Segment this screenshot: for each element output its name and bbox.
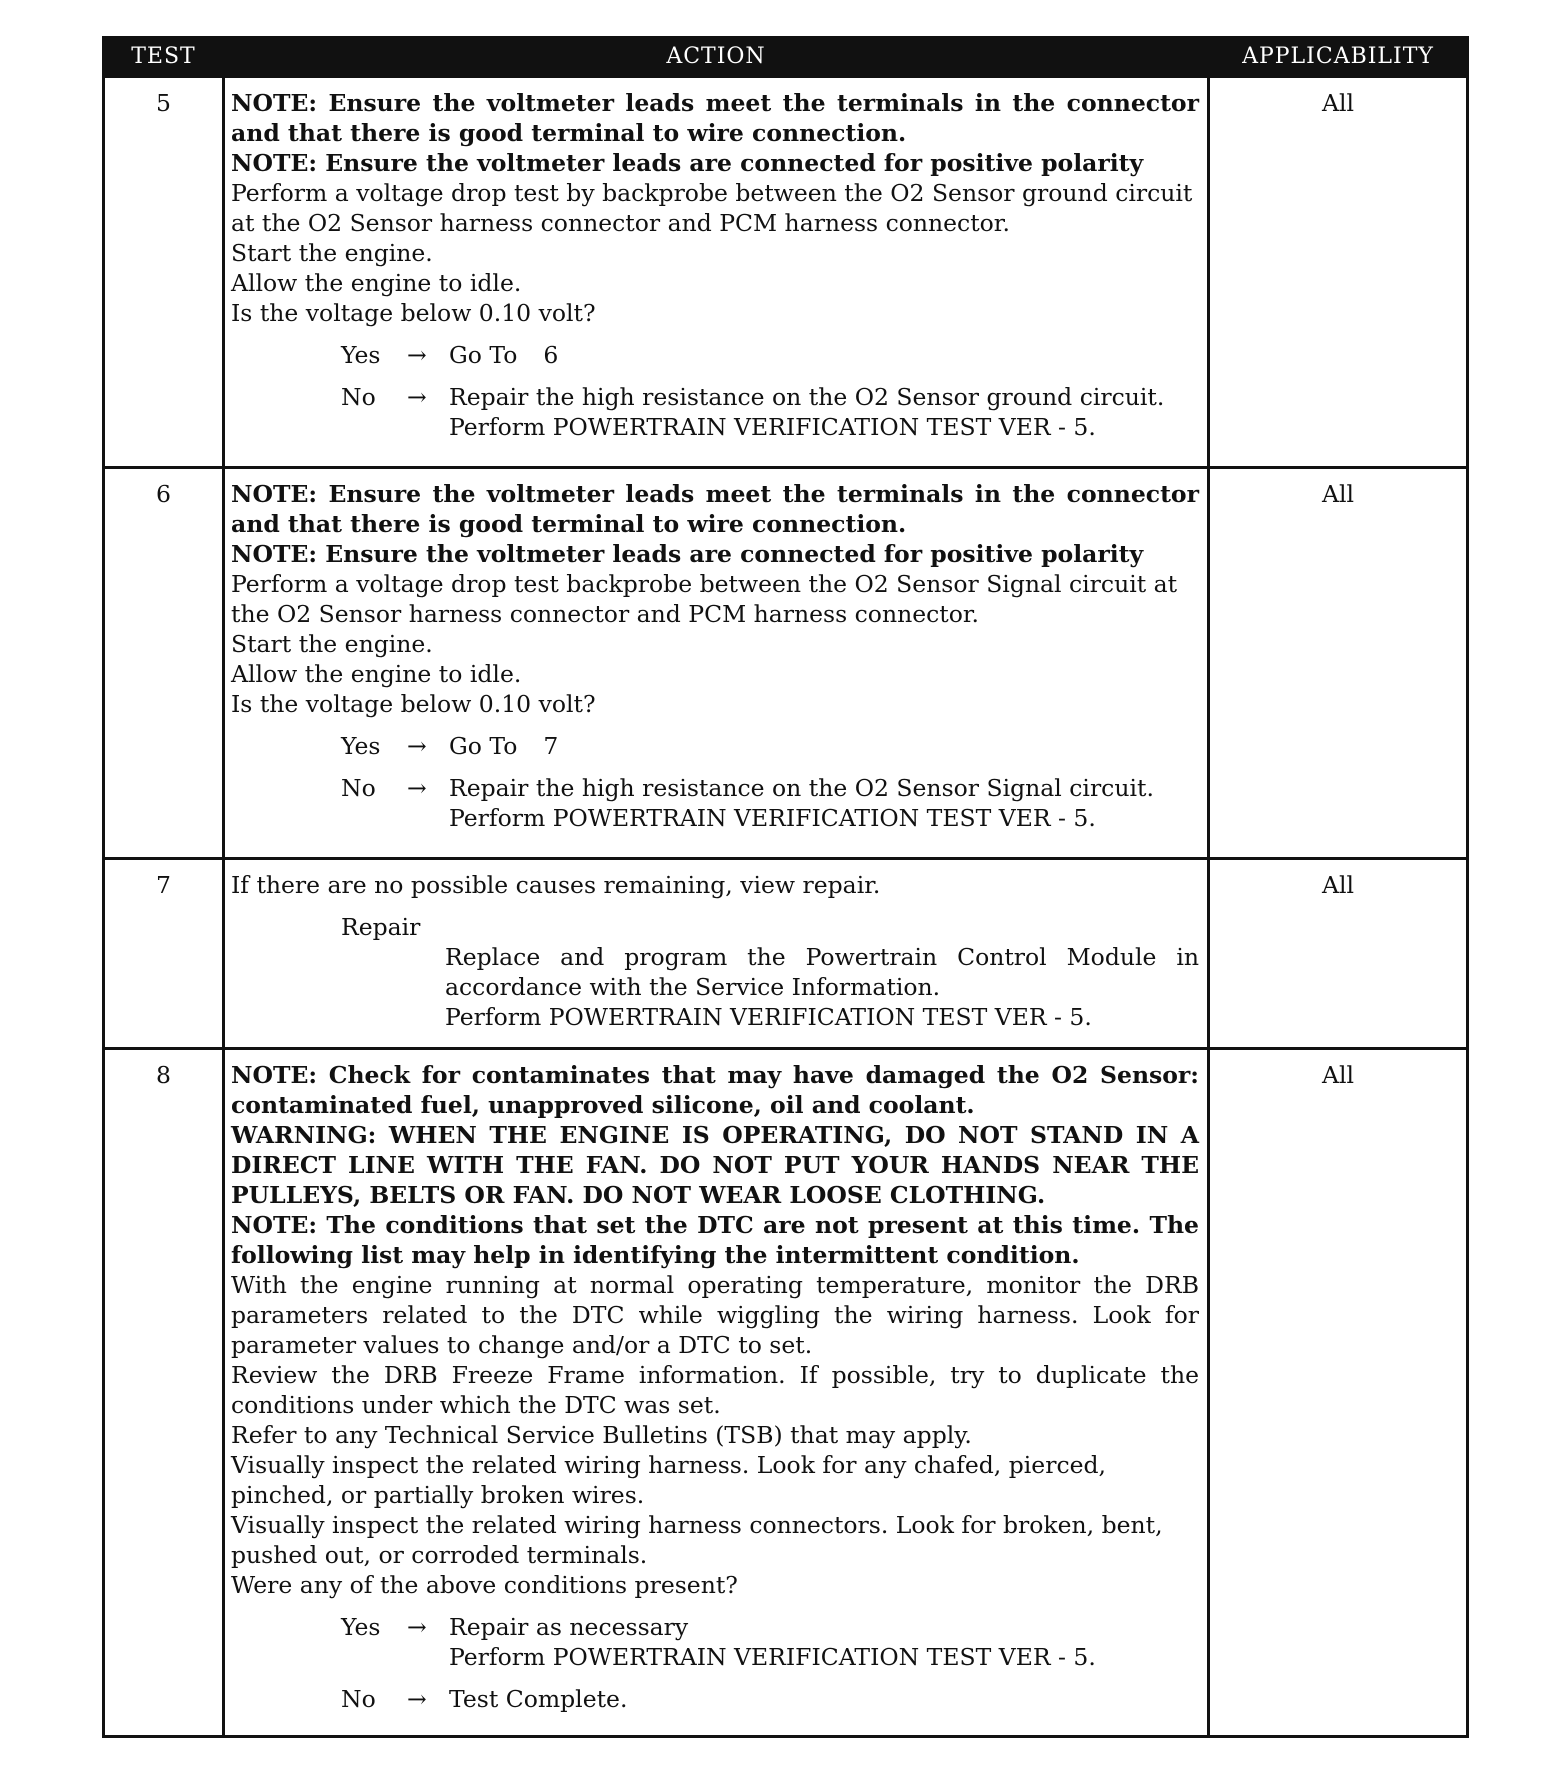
goto-text: Go To: [449, 732, 518, 760]
instruction: Visually inspect the related wiring harness connectors. Look for broken, bent, pushed out, or corroded terminals.: [231, 1511, 1163, 1569]
no-response: [231, 1684, 1199, 1714]
question: Is the voltage below 0.10 volt?: [231, 299, 596, 327]
yes-label: Yes: [341, 732, 381, 760]
arrow-icon: →: [407, 732, 427, 760]
test-number: 8: [104, 1049, 224, 1737]
header-applicability: APPLICABILITY: [1209, 38, 1468, 77]
question: Is the voltage below 0.10 volt?: [231, 690, 596, 718]
arrow-icon: →: [407, 1685, 427, 1713]
instruction: Review the DRB Freeze Frame information. If possible, try to duplicate the conditions under which the DTC was set.: [231, 1361, 1199, 1419]
header-test: TEST: [104, 38, 224, 77]
yes-label: Yes: [341, 1613, 381, 1641]
instruction: If there are no possible causes remaining, view repair.: [231, 871, 881, 899]
yes-response: [231, 731, 1199, 761]
verification-text: Perform POWERTRAIN VERIFICATION TEST VER - 5.: [449, 804, 1096, 832]
note: NOTE: Ensure the voltmeter leads are connected for positive polarity: [231, 149, 1144, 177]
action-cell: [224, 468, 1209, 859]
table-row-test-8: [104, 1049, 1468, 1737]
verification-text: Perform POWERTRAIN VERIFICATION TEST VER - 5.: [445, 1003, 1092, 1031]
test-number: 7: [104, 859, 224, 1049]
no-label: No: [341, 774, 376, 802]
repair-action-text: Replace and program the Powertrain Control Module in accordance with the Service Information.: [445, 943, 1199, 1001]
table-row-test-6: [104, 468, 1468, 859]
no-action-text: Test Complete.: [449, 1685, 628, 1713]
no-action-text: Repair the high resistance on the O2 Sensor ground circuit.: [449, 383, 1165, 411]
applicability-value: All: [1209, 1049, 1468, 1737]
header-action: ACTION: [224, 38, 1209, 77]
instruction: Allow the engine to idle.: [231, 660, 522, 688]
action-cell: [224, 1049, 1209, 1737]
action-cell: [224, 859, 1209, 1049]
note: NOTE: Ensure the voltmeter leads meet the terminals in the connector and that there is good terminal to wire connection.: [231, 89, 1199, 147]
goto-test-link[interactable]: 6: [543, 341, 559, 369]
yes-label: Yes: [341, 341, 381, 369]
note: NOTE: The conditions that set the DTC are not present at this time. The following list may help in identifying the intermittent condition.: [231, 1211, 1199, 1269]
verification-text: Perform POWERTRAIN VERIFICATION TEST VER - 5.: [449, 413, 1096, 441]
instruction: Visually inspect the related wiring harness. Look for any chafed, pierced, pinched, or partially broken wires.: [231, 1451, 1107, 1509]
no-response: [231, 773, 1199, 833]
instruction: Allow the engine to idle.: [231, 269, 522, 297]
no-label: No: [341, 383, 376, 411]
test-number: 6: [104, 468, 224, 859]
warning: WARNING: WHEN THE ENGINE IS OPERATING, DO NOT STAND IN A DIRECT LINE WITH THE FAN. DO NOT PUT YOUR HANDS NEAR THE PULLEYS, BELTS OR FAN. DO NOT WEAR LOOSE CLOTHING.: [231, 1121, 1199, 1209]
repair-label: Repair: [341, 913, 421, 941]
no-label: No: [341, 1685, 376, 1713]
arrow-icon: →: [407, 1613, 427, 1641]
instruction: Start the engine.: [231, 239, 433, 267]
instruction: Start the engine.: [231, 630, 433, 658]
repair-response: [231, 912, 1199, 1032]
verification-text: Perform POWERTRAIN VERIFICATION TEST VER - 5.: [449, 1643, 1096, 1671]
instruction: Perform a voltage drop test by backprobe between the O2 Sensor ground circuit at the O2 Sensor harness connector and PCM harness connector.: [231, 179, 1193, 237]
yes-response: [231, 1612, 1199, 1672]
arrow-icon: →: [407, 774, 427, 802]
yes-response: [231, 340, 1199, 370]
no-response: [231, 382, 1199, 442]
yes-action-text: Repair as necessary: [449, 1613, 689, 1641]
note: NOTE: Ensure the voltmeter leads meet the terminals in the connector and that there is good terminal to wire connection.: [231, 480, 1199, 538]
goto-text: Go To: [449, 341, 518, 369]
header-row: [104, 38, 1468, 77]
question: Were any of the above conditions present?: [231, 1571, 738, 1599]
no-action-text: Repair the high resistance on the O2 Sensor Signal circuit.: [449, 774, 1154, 802]
table-row-test-7: [104, 859, 1468, 1049]
applicability-value: All: [1209, 859, 1468, 1049]
diagnostic-test-table: [102, 36, 1469, 1738]
arrow-icon: →: [407, 341, 427, 369]
applicability-value: All: [1209, 77, 1468, 468]
instruction: Perform a voltage drop test backprobe between the O2 Sensor Signal circuit at the O2 Sensor harness connector and PCM harness connector.: [231, 570, 1178, 628]
table-row-test-5: [104, 77, 1468, 468]
arrow-icon: →: [407, 383, 427, 411]
note: NOTE: Ensure the voltmeter leads are connected for positive polarity: [231, 540, 1144, 568]
goto-test-link[interactable]: 7: [543, 732, 559, 760]
applicability-value: All: [1209, 468, 1468, 859]
action-cell: [224, 77, 1209, 468]
instruction: With the engine running at normal operating temperature, monitor the DRB parameters related to the DTC while wiggling the wiring harness. Look for parameter values to change and/or a DTC to set.: [231, 1271, 1199, 1359]
note: NOTE: Check for contaminates that may have damaged the O2 Sensor: contaminated fuel, unapproved silicone, oil and coolant.: [231, 1061, 1199, 1119]
test-number: 5: [104, 77, 224, 468]
instruction: Refer to any Technical Service Bulletins (TSB) that may apply.: [231, 1421, 972, 1449]
